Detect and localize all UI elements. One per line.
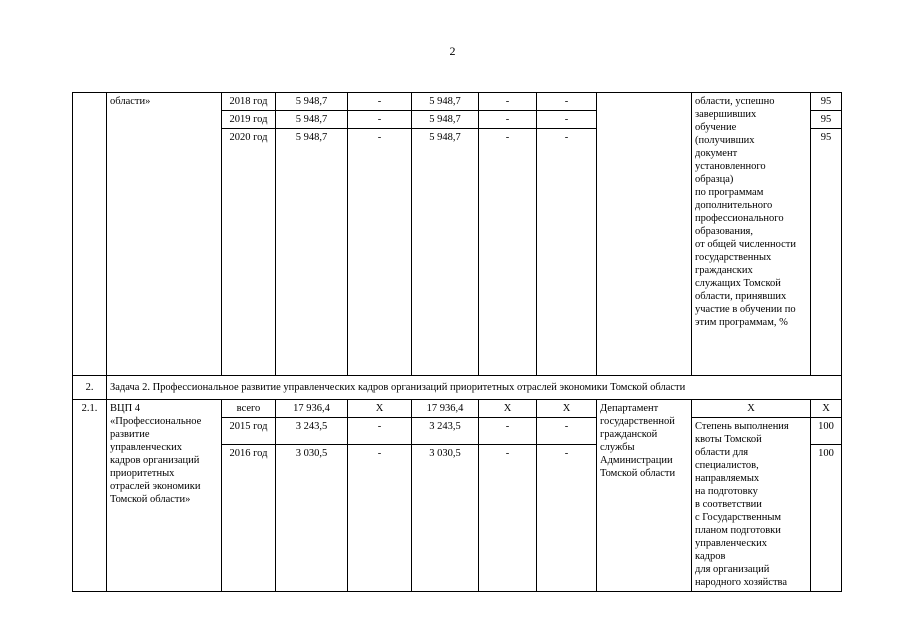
total-cell: 3 030,5 [276, 445, 348, 592]
task-title-cell: Задача 2. Профессиональное развитие управленческих кадров организаций приоритетных отраслей экономики Томской области [107, 376, 842, 400]
row-number-cell: 2.1. [73, 400, 107, 592]
total-cell: 3 243,5 [276, 418, 348, 445]
value-cell: 95 [811, 129, 842, 376]
total-cell: 5 948,7 [276, 111, 348, 129]
other-cell: X [537, 400, 597, 418]
municipal-cell: - [479, 111, 537, 129]
value-cell: 100 [811, 418, 842, 445]
value-cell: 100 [811, 445, 842, 592]
other-cell: - [537, 129, 597, 376]
federal-cell: - [348, 445, 412, 592]
municipal-cell: - [479, 93, 537, 111]
total-cell: 17 936,4 [276, 400, 348, 418]
table-row [73, 93, 842, 111]
indicator-cell: X [692, 400, 811, 418]
other-cell: - [537, 445, 597, 592]
regional-cell: 5 948,7 [412, 93, 479, 111]
year-cell: 2018 год [222, 93, 276, 111]
regional-cell: 3 243,5 [412, 418, 479, 445]
federal-cell: X [348, 400, 412, 418]
regional-cell: 5 948,7 [412, 111, 479, 129]
row-number-cell [73, 93, 107, 376]
task-number-cell: 2. [73, 376, 107, 400]
year-cell: всего [222, 400, 276, 418]
federal-cell: - [348, 418, 412, 445]
page-number: 2 [449, 44, 456, 58]
regional-cell: 17 936,4 [412, 400, 479, 418]
other-cell: - [537, 93, 597, 111]
federal-cell: - [348, 129, 412, 376]
year-cell: 2015 год [222, 418, 276, 445]
indicator-cell: Степень выполнения квоты Томской области для специалистов, направляемых на подготовку в соответствии с Государственным планом подготовки управленческих кадров для организаций народного хозяйства [692, 418, 811, 592]
year-cell: 2020 год [222, 129, 276, 376]
task-row [73, 376, 842, 400]
value-cell: 95 [811, 111, 842, 129]
value-cell: X [811, 400, 842, 418]
year-cell: 2016 год [222, 445, 276, 592]
municipal-cell: - [479, 418, 537, 445]
municipal-cell: - [479, 129, 537, 376]
program-name-cell: области» [107, 93, 222, 376]
federal-cell: - [348, 111, 412, 129]
municipal-cell: - [479, 445, 537, 592]
municipal-cell: X [479, 400, 537, 418]
federal-cell: - [348, 93, 412, 111]
indicator-cell: области, успешно завершивших обучение (получивших документ установленного образца) по программам дополнительного профессионального образования, от общей численности государственных гражданских служащих Томской области, принявших участие в обучении по этим программам, % [692, 93, 811, 376]
year-cell: 2019 год [222, 111, 276, 129]
regional-cell: 3 030,5 [412, 445, 479, 592]
other-cell: - [537, 111, 597, 129]
program-name-cell: ВЦП 4 «Профессиональное развитие управленческих кадров организаций приоритетных отраслей экономики Томской области» [107, 400, 222, 592]
other-cell: - [537, 418, 597, 445]
regional-cell: 5 948,7 [412, 129, 479, 376]
total-cell: 5 948,7 [276, 93, 348, 111]
executor-cell: Департамент государственной гражданской службы Администрации Томской области [597, 400, 692, 592]
executor-cell [597, 93, 692, 376]
total-cell: 5 948,7 [276, 129, 348, 376]
program-table [72, 92, 842, 592]
value-cell: 95 [811, 93, 842, 111]
table-row [73, 400, 842, 418]
